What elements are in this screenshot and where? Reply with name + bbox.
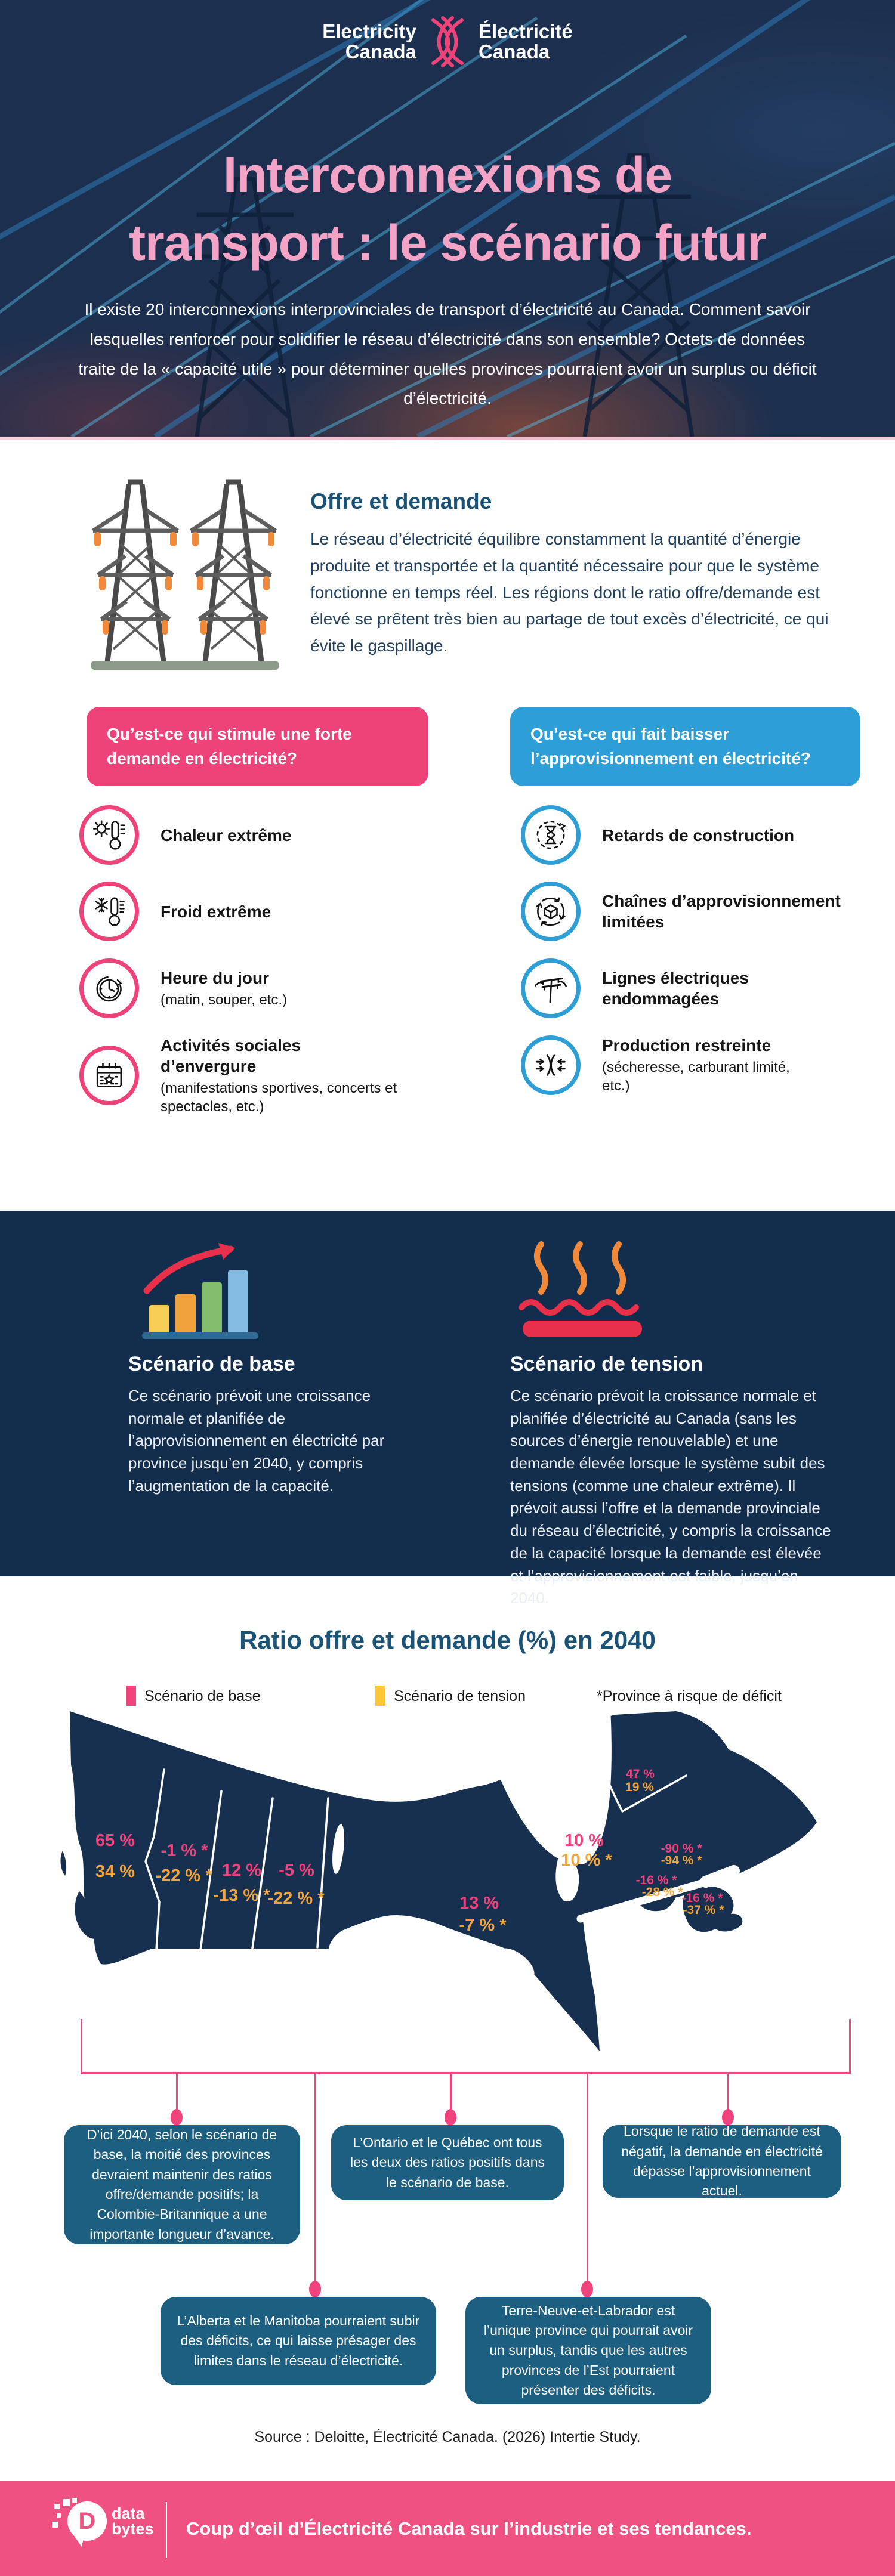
connector-dot-2 [445,2109,456,2126]
callout-text: L’Alberta et le Manitoba pourraient subir des déficits, ce qui laisse présager des limites dans le réseau d’électricité. [177,2312,420,2368]
demand-question-text: Qu’est-ce qui stimule une forte demande en électricité? [107,724,352,768]
map-value-on-base: 13 % [459,1894,499,1913]
databytes-logo [51,2498,158,2560]
connector-line-4 [587,2074,588,2287]
item-title: Heure du jour [161,968,270,987]
power-pole-icon [521,958,581,1018]
callout-text: Lorsque le ratio de demande est négatif, la demande en électricité dépasse l’approvisionnement actuel. [621,2123,823,2199]
hero-section [0,0,895,437]
map-value-ns-base: -16 % * [681,1891,723,1905]
map-value-qc-base: 10 % [564,1831,604,1850]
legend-swatch-tension [375,1686,385,1706]
source-citation: Source : Deloitte, Électricité Canada. (2026) Intertie Study. [254,2429,641,2445]
supply-demand-paragraph: Le réseau d’électricité équilibre constamment la quantité d’énergie produite et transportée et la quantité nécessaire pour que le système fonctionne en temps réel. Les régions dont le ratio offre/demande est élevé se prêtent très bien au partage de tout excès d’électricité, ce qui évite le gaspillage. [310,530,829,655]
item-title: Chaleur extrême [161,825,292,845]
supply-chain-box-icon [521,882,581,941]
callout-box-ontario-quebec [331,2125,564,2200]
callout-text: L’Ontario et le Québec ont tous les deux des ratios positifs dans le scénario de base. [350,2134,545,2190]
map-value-nl-tension: 19 % [625,1780,654,1794]
supply-question-text: Qu’est-ce qui fait baisser l’approvisionnement en électricité? [530,724,811,768]
scenarios-section [0,1211,895,1607]
bracket-left-line [81,2019,82,2074]
map-value-ab-base: -1 % * [161,1841,208,1860]
legend-label-base: Scénario de base [144,1688,261,1705]
map-value-bc-base: 65 % [95,1831,135,1850]
page-title: Interconnexions de transport : le scénario futur [129,147,766,271]
demand-question-banner [87,707,428,786]
bracket-horizontal-line [81,2072,851,2074]
databytes-logo-letter: D [78,2507,96,2534]
connector-dot-5 [581,2281,593,2297]
canada-supply-demand-map [57,1709,874,2055]
legend-deficit-note: *Province à risque de déficit [597,1688,782,1705]
footer-divider [166,2502,167,2558]
map-value-mb-base: -5 % [279,1861,314,1880]
list-item-supply-chains [521,882,879,941]
brand-name-english: Electricity Canada [322,20,416,63]
hourglass-delay-icon [521,805,581,865]
electricity-canada-logo-icon [428,16,467,68]
map-value-qc-tension: 10 % * [561,1851,612,1870]
list-item-damaged-lines [521,958,879,1018]
supply-demand-heading: Offre et demande [310,489,492,514]
restricted-production-icon [521,1035,581,1095]
intro-paragraph: Il existe 20 interconnexions interprovinciales de transport d’électricité au Canada. Comment savoir lesquelles renforcer pour solidifier le réseau d’électricité dans son ensemble? Octets de données traite de la « capacité utile » pour déterminer quelles provinces pourraient avoir un surplus ou déficit d’électricité. [78,300,817,408]
bracket-right-line [849,2019,851,2074]
databytes-logo-wordmark: data bytes [112,2504,154,2538]
map-value-pe-tension: -94 % * [661,1854,702,1867]
footer-tagline: Coup d’œil d’Électricité Canada sur l’industrie et ses tendances. [186,2518,752,2539]
item-title: Froid extrême [161,902,271,921]
cold-thermometer-icon [79,882,139,941]
connector-line-2 [314,2074,316,2287]
heat-stress-icon [514,1238,658,1343]
callout-box-positive-ratios [64,2125,300,2244]
base-scenario-paragraph: Ce scénario prévoit une croissance normale et planifiée de l’approvisionnement en électricité par province jusqu’en 2040, y compris l’augmentation de la capacité. [128,1387,385,1495]
map-value-sk-tension: -13 % * [213,1886,270,1905]
list-item-social-events [79,1035,437,1116]
map-value-ns-tension: -37 % * [683,1903,724,1917]
legend-swatch-base [126,1686,136,1706]
stress-scenario-heading: Scénario de tension [510,1353,703,1375]
base-scenario-heading: Scénario de base [128,1353,295,1375]
brand-name-french: Électricité Canada [479,20,573,63]
callout-text: D’ici 2040, selon le scénario de base, la moitié des provinces devraient maintenir des ratios offre/demande positifs; la Colombie-Britannique a une importante longueur d’avance. [87,2126,277,2242]
callout-box-newfoundland [465,2297,711,2404]
connector-line-3 [450,2074,452,2113]
legend-label-tension: Scénario de tension [394,1688,526,1705]
list-item-time-of-day [79,958,437,1018]
list-item-extreme-heat [79,805,437,865]
item-subtitle: (manifestations sportives, concerts et spectacles, etc.) [161,1080,397,1115]
stress-scenario-paragraph: Ce scénario prévoit la croissance normale et planifiée d’électricité au Canada (sans les sources d’énergie renouvelable) et une demande élevée lorsque le système subit des tensions (comme une chaleur extrême). Il prévoit aussi l’offre et la demande provinciale du réseau d’électricité, y compris la croissance de la capacité lorsque la demande est élevée et l’approvisionnement est faible, jusqu’en 2040. [510,1387,831,1607]
connector-dot-1 [171,2109,183,2126]
callout-box-alberta-manitoba [161,2297,436,2385]
callout-box-negative-ratio [603,2125,841,2198]
map-title: Ratio offre et demande (%) en 2040 [239,1626,656,1654]
list-item-extreme-cold [79,882,437,941]
item-title: Chaînes d’approvisionnement limitées [602,892,841,931]
transmission-towers-illustration [90,472,280,672]
heat-thermometer-icon [79,805,139,865]
map-value-on-tension: -7 % * [459,1916,507,1935]
map-value-nb-tension: -28 % * [641,1885,683,1899]
map-value-nb-base: -16 % * [635,1873,677,1887]
callout-text: Terre-Neuve-et-Labrador est l’unique province qui pourrait avoir un surplus, tandis que les autres provinces de l’Est pourraient présenter des déficits. [483,2302,693,2398]
map-value-mb-tension: -22 % * [267,1889,325,1908]
clock-icon [79,958,139,1018]
item-title: Lignes électriques endommagées [602,969,749,1008]
connector-line-1 [176,2074,178,2113]
item-title: Production restreinte [602,1036,771,1054]
hero-divider [0,437,895,440]
connector-line-5 [727,2074,729,2113]
item-title: Retards de construction [602,825,795,845]
connector-dot-4 [309,2281,321,2297]
brand-logo [0,16,895,68]
map-value-sk-base: 12 % [221,1861,262,1880]
item-subtitle: (sécheresse, carburant limité, etc.) [602,1059,790,1094]
map-value-pe-base: -90 % * [661,1842,702,1856]
list-item-restricted-production [521,1035,879,1095]
item-subtitle: (matin, souper, etc.) [161,991,288,1008]
map-value-bc-tension: 34 % [95,1862,135,1881]
map-value-nl-base: 47 % [626,1767,655,1781]
item-title: Activités sociales d’envergure [161,1036,301,1075]
supply-question-banner [510,707,860,786]
growth-chart-icon [136,1239,264,1341]
calendar-icon [79,1046,139,1105]
list-item-construction-delays [521,805,879,865]
map-value-ab-tension: -22 % * [155,1866,212,1885]
